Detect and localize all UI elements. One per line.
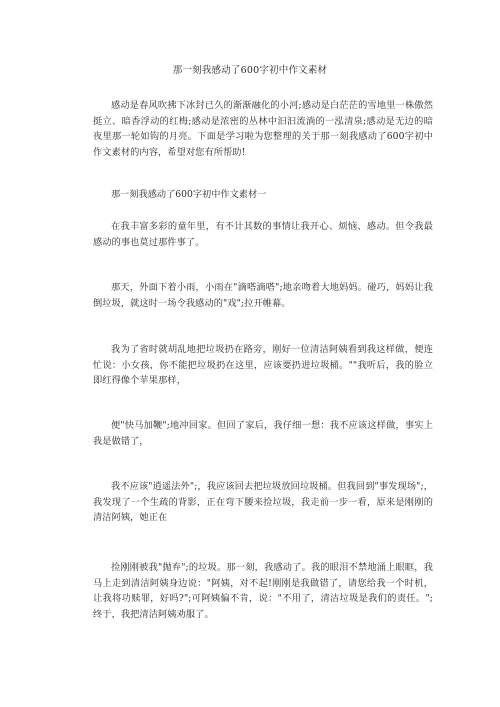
paragraph-4: 便"快马加鞭";地冲回家。但回了家后，我仔细一想：我不应该这样做，事实上我是做错了， bbox=[93, 420, 433, 447]
paragraph-6: 捡刚刚被我"抛弃";的垃圾。那一刻，我感动了。我的眼泪不禁地涌上眼眶，我马上走到清洁阿姨身边说："阿姨，对不起!刚刚是我做错了，请您给我一个时机，让我将功赎罪，好吗?";可阿姨偏不肯，说："不用了，清洁垃圾是我们的责任。";终于，我把清洁阿姨劝服了。 bbox=[93, 562, 433, 620]
paragraph-3: 我为了省时就胡乱地把垃圾扔在路旁，刚好一位清洁阿姨看到我这样做，便连忙说：小女孩，你不能把垃圾扔在这里，应该要扔进垃圾桶。""我听后，我的脸立即红得像个苹果那样， bbox=[93, 344, 433, 386]
paragraph-2: 那天，外面下着小雨，小雨在"滴嗒滴嗒";地亲吻着大地妈妈。碰巧，妈妈让我倒垃圾，就这时一场令我感动的"戏";拉开帷幕。 bbox=[93, 282, 433, 309]
intro-paragraph: 感动是春风吹拂下冰封已久的渐渐融化的小河;感动是白茫茫的雪地里一株傲然挺立、暗香浮动的红梅;感动是浓密的丛林中汩汩流淌的一泓清泉;感动是无边的暗夜里那一轮如钩的月亮。下面是学习啦为您整理的关于那一刻我感动了600字初中作文素材的内容，希望对您有所帮助! bbox=[93, 100, 433, 158]
paragraph-5: 我不应该"逍遥法外";，我应该回去把垃圾放回垃圾桶。但我回到"事发现场";，我发现了一个生疏的背影，正在弯下腰来捡垃圾，我走前一步一看，原来是刚刚的清洁阿姨，她正在 bbox=[93, 481, 433, 523]
section-title: 那一刻我感动了600字初中作文素材一 bbox=[111, 189, 267, 200]
paragraph-1: 在我丰富多彩的童年里，有不计其数的事情让我开心、烦恼、感动。但令我最感动的事也莫过那件事了。 bbox=[93, 221, 433, 248]
document-title: 那一刻我感动了600字初中作文素材 bbox=[172, 65, 328, 76]
